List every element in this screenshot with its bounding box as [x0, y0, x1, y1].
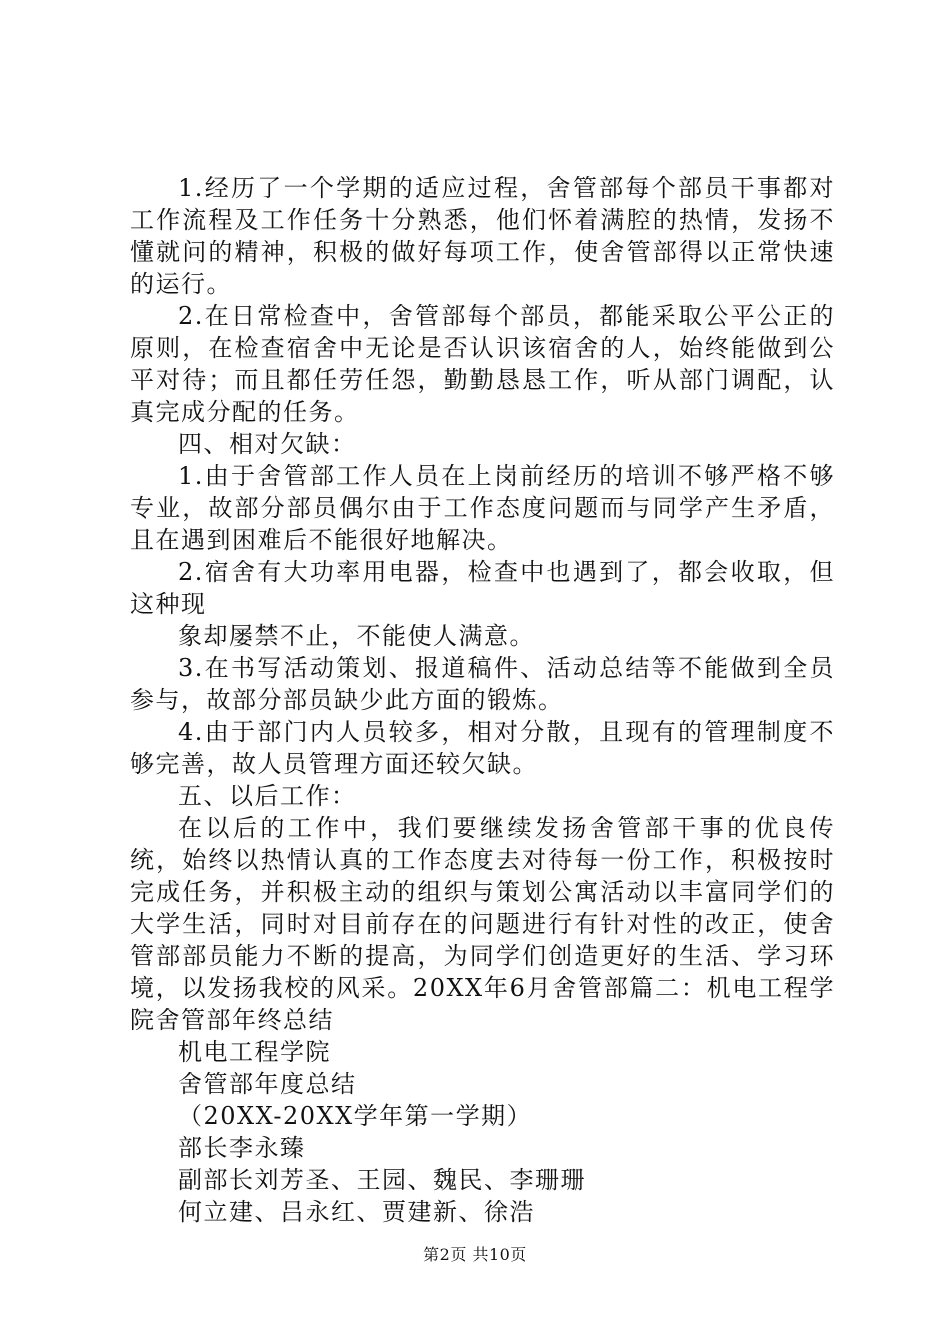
paragraph-2: 2.在日常检查中，舍管部每个部员，都能采取公平公正的原则，在检查宿舍中无论是否认识该宿舍的人，始终能做到公平对待；而且都任劳任怨，勤勤恳恳工作，听从部门调配，认真完成分配的任务。	[130, 302, 835, 426]
section-heading-future-work: 五、以后工作：	[178, 782, 357, 810]
paragraph-shortcoming-1: 1.由于舍管部工作人员在上岗前经历的培训不够严格不够专业，故部分部员偶尔由于工作态度问题而与同学产生矛盾，且在遇到困难后不能很好地解决。	[130, 462, 835, 554]
page-footer: 第2页 共10页	[423, 1245, 527, 1264]
paragraph-future-work: 在以后的工作中，我们要继续发扬舍管部干事的优良传统，始终以热情认真的工作态度去对待每一份工作，积极按时完成任务，并积极主动的组织与策划公寓活动以丰富同学们的大学生活，同时对目前存在的问题进行有针对性的改正，使舍管部部员能力不断的提高，为同学们创造更好的生活、学习环境，以发扬我校的风采。20XX年6月舍管部篇二：机电工程学院舍管部年终总结	[130, 814, 835, 1034]
paragraph-shortcoming-2-continued: 象却屡禁不止，不能使人满意。	[178, 622, 535, 650]
report-term: （20XX-20XX学年第一学期）	[178, 1102, 533, 1130]
paragraph-shortcoming-2: 2.宿舍有大功率用电器，检查中也遇到了，都会收取，但这种现	[130, 558, 835, 618]
minister-line: 部长李永臻	[178, 1134, 306, 1162]
members-line: 何立建、吕永红、贾建新、徐浩	[178, 1198, 535, 1226]
paragraph-shortcoming-4: 4.由于部门内人员较多，相对分散，且现有的管理制度不够完善，故人员管理方面还较欠缺。	[130, 718, 835, 778]
report-title: 舍管部年度总结	[178, 1070, 357, 1098]
paragraph-shortcoming-3: 3.在书写活动策划、报道稿件、活动总结等不能做到全员参与，故部分部员缺少此方面的锻炼。	[130, 654, 835, 714]
college-name: 机电工程学院	[178, 1038, 331, 1066]
section-heading-shortcomings: 四、相对欠缺：	[178, 430, 357, 458]
paragraph-1: 1.经历了一个学期的适应过程，舍管部每个部员干事都对工作流程及工作任务十分熟悉，他们怀着满腔的热情，发扬不懂就问的精神，积极的做好每项工作，使舍管部得以正常快速的运行。	[130, 174, 835, 298]
vice-minister-line: 副部长刘芳圣、王园、魏民、李珊珊	[178, 1166, 586, 1194]
document-body	[130, 172, 835, 1228]
